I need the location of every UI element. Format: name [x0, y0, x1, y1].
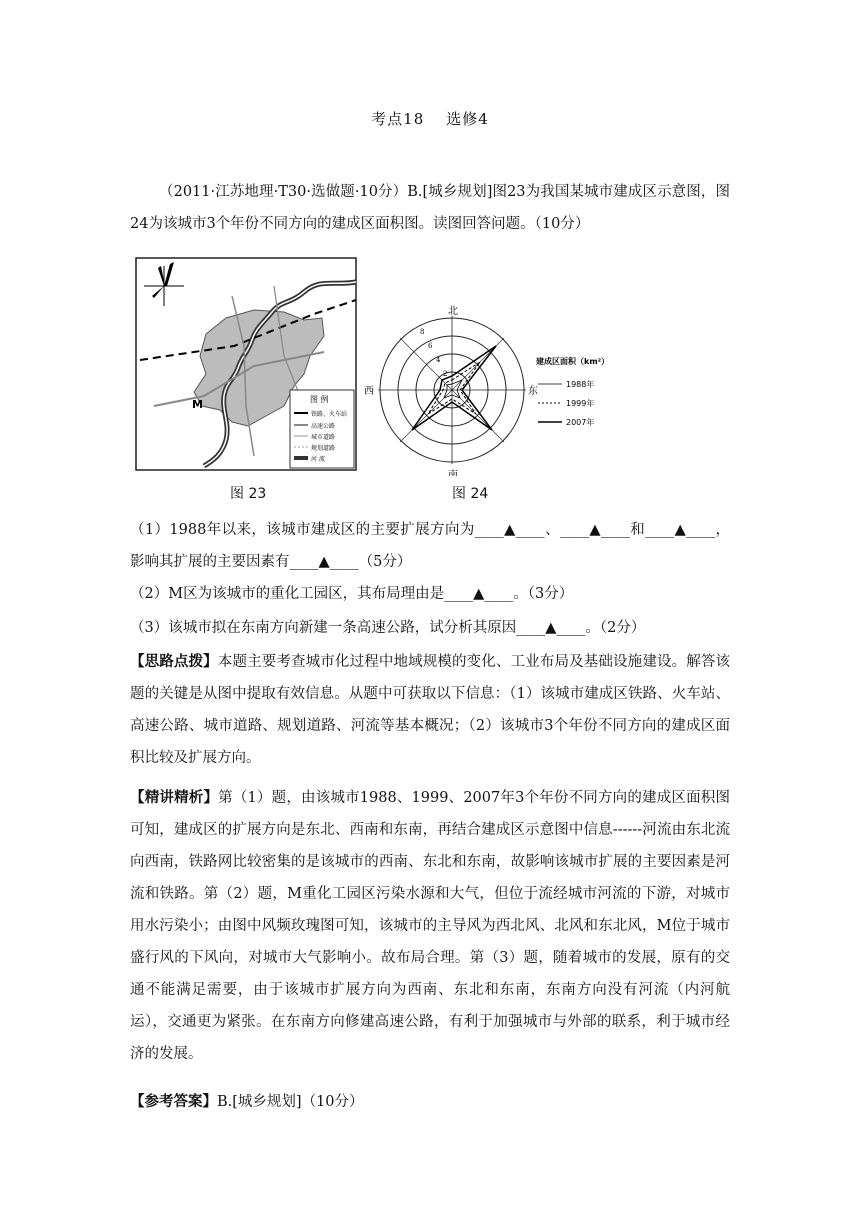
explanation-text: 第（1）题，由该城市1988、1999、2007年3个年份不同方向的建成区面积图可知，建成区的扩展方向是东北、西南和东南，再结合建成区示意图中信息------河流由东北流向西南，铁路网比较密集的是该城市的西南、东北和东南，故影响该城市扩展的主要因素是河流和铁路。第（2）题，M重化工园区污染水源和大气，但位于流经城市河流的下游，对城市用水污染小；由图中风频玫瑰图可知，该城市的主导风为西北风、北风和东北风，M位于城市盛行风的下风向，对城市大气影响小。故布局合理。第（3）题，随着城市的发展，原有的交通不能满足需要，由于该城市扩展方向为西南、东北和东南，东南方向没有河流（内河航运），交通更为紧张。在东南方向修建高速公路，有利于加强城市与外部的联系，利于城市经济的发展。	[130, 790, 730, 1062]
explanation-label: 【精讲精析】	[130, 789, 219, 806]
compass-east: 东	[528, 386, 538, 397]
legend-1988: 1988年	[566, 380, 595, 389]
answer-label: 【参考答案】	[130, 1093, 217, 1110]
explanation-section	[130, 782, 730, 1070]
figure-23-caption: 图 23	[230, 486, 267, 502]
chart-legend-title: 建成区面积（km²）	[536, 357, 610, 366]
analysis-text: 本题主要考查城市化过程中地域规模的变化、工业布局及基础设施建设。解答该题的关键是从图中提取有效信息。从题中可获取以下信息：（1）该城市建成区铁路、火车站、高速公路、城市道路、规划道路、河流等基本概况；（2）该城市3个年份不同方向的建成区面积比较及扩展方向。	[130, 654, 730, 766]
legend-city-road: 城市道路	[311, 434, 336, 441]
answer-text: B.[城乡规划]（10分）	[217, 1094, 364, 1110]
chart-legend	[535, 356, 609, 427]
question-1: （1）1988年以来，该城市建成区的主要扩展方向为____▲____、____▲____和____▲____，影响其扩展的主要因素有____▲____（5分）	[130, 522, 730, 570]
figure-24-chart	[364, 304, 622, 476]
ring-label-8: 8	[420, 328, 425, 336]
question-2: （2）M区为该城市的重化工园区，其布局理由是____▲____。（3分）	[130, 586, 574, 602]
legend-railway: 铁路、火车站	[311, 411, 348, 418]
legend-1999: 1999年	[566, 399, 595, 408]
answer-section	[130, 1086, 730, 1118]
title-topic: 考点18	[371, 110, 425, 128]
analysis-label: 【思路点拨】	[130, 653, 218, 670]
legend-planned-road: 规划道路	[311, 445, 336, 452]
m-district-label: M	[192, 398, 203, 411]
question-intro: （2011·江苏地理·T30·选做题·10分）B.[城乡规划]图23为我国某城市建成区示意图，图24为该城市3个年份不同方向的建成区面积图。读图回答问题。（10分）	[130, 184, 730, 232]
ring-label-6: 6	[428, 342, 433, 350]
legend-river: 河 流	[311, 456, 325, 463]
radial-area-chart	[364, 304, 622, 476]
question-3: （3）该城市拟在东南方向新建一条高速公路，试分析其原因____▲____。（2分）	[130, 620, 646, 636]
map-legend	[290, 390, 354, 468]
compass-south: 南	[448, 470, 458, 476]
title-module: 选修4	[446, 110, 489, 128]
figure-24-caption: 图 24	[452, 486, 489, 502]
compass-north: 北	[448, 306, 458, 317]
compass-west: 西	[364, 386, 374, 397]
page-title	[0, 108, 860, 129]
legend-2007: 2007年	[566, 418, 595, 427]
legend-highway: 高速公路	[311, 423, 336, 430]
analysis-section	[130, 646, 730, 774]
city-map-illustration	[134, 256, 360, 474]
ring-label-2: 2	[443, 370, 448, 378]
figure-23-map	[134, 256, 360, 474]
ring-label-4: 4	[436, 356, 441, 364]
legend-title: 图 例	[310, 395, 329, 404]
